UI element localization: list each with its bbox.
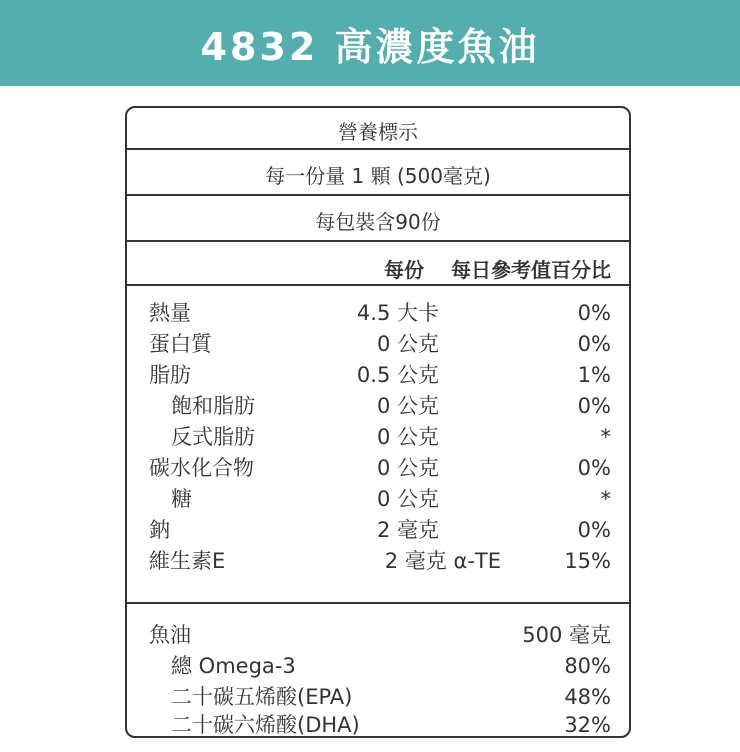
nutrient-row [127, 515, 629, 546]
title-banner [0, 0, 740, 86]
fish-oil-item-name: 二十碳六烯酸(DHA) [171, 713, 360, 737]
nutrient-amount: 0 公克 [376, 394, 439, 418]
divider [127, 602, 629, 604]
nutrient-amount: 0 公克 [376, 456, 439, 480]
nutrient-row [127, 546, 629, 577]
nutrient-amount: 2 毫克 α-TE [384, 549, 501, 573]
nutrient-name: 蛋白質 [149, 332, 212, 356]
divider [127, 194, 629, 196]
fish-oil-item-name: 總 Omega-3 [171, 654, 296, 678]
fish-oil-item [127, 710, 629, 738]
banner-title: 4832 高濃度魚油 [200, 24, 540, 69]
nutrient-name: 糖 [171, 487, 192, 511]
nutrient-amount: 4.5 大卡 [356, 301, 439, 325]
nutrient-dv: 15% [564, 549, 611, 573]
servings-per-pack: 每包裝含90份 [315, 210, 441, 234]
serving-size: 每一份量 1 顆 (500毫克) [265, 164, 491, 188]
nutrient-row [127, 329, 629, 360]
fish-oil-name: 魚油 [149, 623, 191, 647]
nutrient-amount: 2 毫克 [376, 518, 439, 542]
nutrient-amount: 0 公克 [376, 425, 439, 449]
nutrient-amount: 0 公克 [376, 332, 439, 356]
nutrient-amount: 0.5 公克 [356, 363, 439, 387]
col-per-serving: 每份 [384, 258, 425, 282]
nutrient-name: 反式脂肪 [171, 425, 255, 449]
nutrient-amount: 0 公克 [376, 487, 439, 511]
nutrient-row [127, 360, 629, 391]
nutrient-dv: 0% [577, 301, 611, 325]
nutrient-name: 熱量 [149, 301, 191, 325]
nutrient-dv: 0% [577, 518, 611, 542]
fish-oil-item-value: 80% [564, 654, 611, 678]
nutrient-name: 碳水化合物 [149, 456, 254, 480]
nutrient-row [127, 391, 629, 422]
divider [127, 240, 629, 242]
nutrient-name: 脂肪 [149, 363, 191, 387]
divider [127, 284, 629, 286]
nutrition-facts-panel [125, 106, 631, 738]
nutrient-dv: 0% [577, 456, 611, 480]
nutrient-row [127, 453, 629, 484]
nutrient-row [127, 484, 629, 515]
nutrient-dv: 0% [577, 332, 611, 356]
col-daily-value: 每日參考值百分比 [451, 258, 611, 282]
column-headers [364, 254, 611, 283]
fish-oil-row [127, 620, 629, 651]
nutrient-dv: 1% [577, 363, 611, 387]
fish-oil-item [127, 682, 629, 713]
divider [127, 148, 629, 150]
fish-oil-amount: 500 毫克 [522, 623, 611, 647]
nutrient-name: 維生素E [149, 549, 226, 573]
nutrient-row [127, 422, 629, 453]
nutrient-name: 飽和脂肪 [171, 394, 255, 418]
nutrient-name: 鈉 [149, 518, 170, 542]
label-heading: 營養標示 [338, 120, 418, 144]
nutrient-dv: 0% [577, 394, 611, 418]
nutrient-dv: * [600, 425, 611, 449]
fish-oil-item-name: 二十碳五烯酸(EPA) [171, 685, 353, 709]
fish-oil-item [127, 651, 629, 682]
fish-oil-item-value: 48% [564, 685, 611, 709]
nutrient-dv: * [600, 487, 611, 511]
nutrient-row [127, 298, 629, 329]
fish-oil-item-value: 32% [564, 713, 611, 737]
